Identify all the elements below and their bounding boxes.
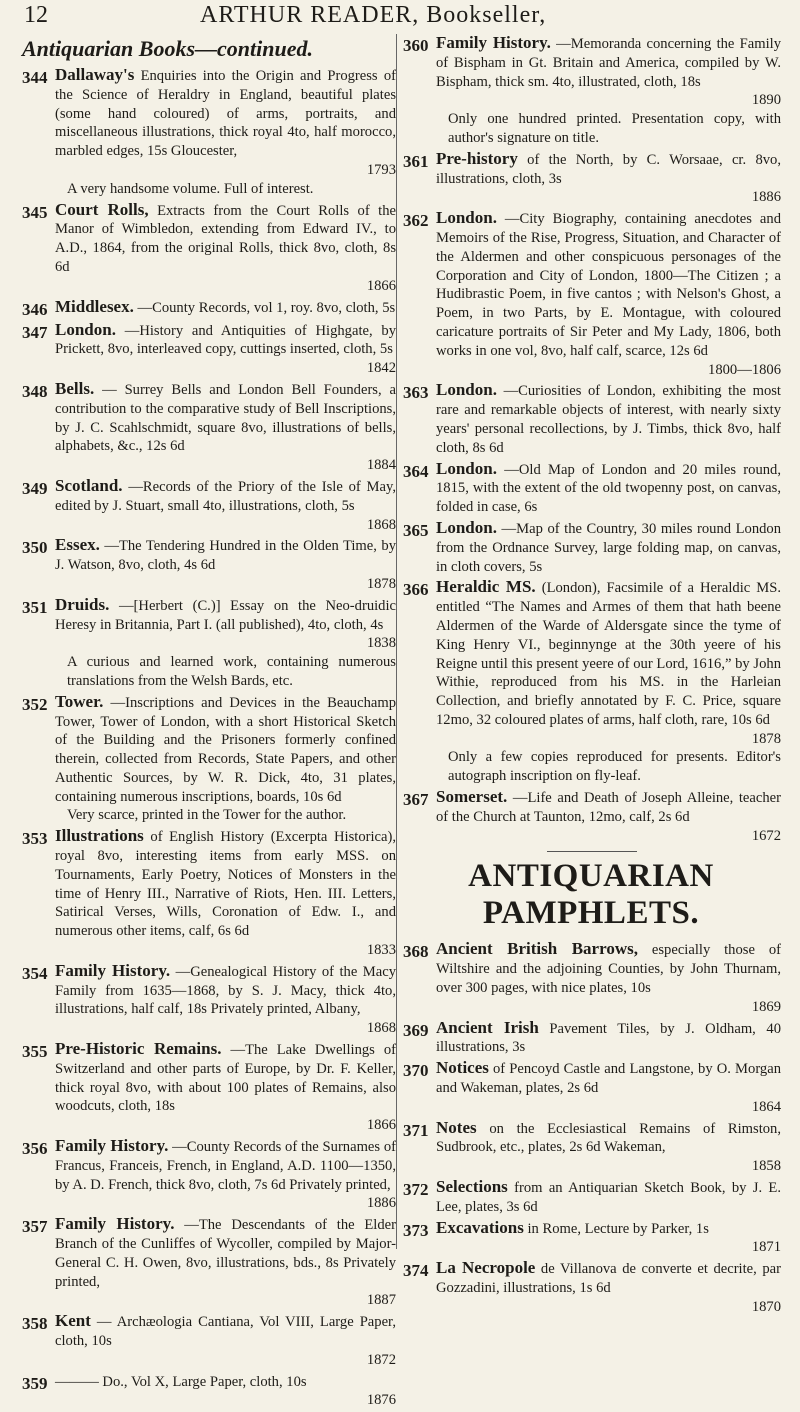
catalogue-entry bbox=[22, 1215, 396, 1310]
entry-description: of the North, by C. Worsaae, cr. 8vo, illustrations, cloth, 3s bbox=[436, 151, 781, 187]
lot-number: 358 bbox=[22, 1314, 48, 1334]
entry-title: Pre-Historic Remains. bbox=[55, 1039, 222, 1059]
lot-number: 374 bbox=[403, 1261, 429, 1281]
entry-body bbox=[436, 34, 781, 148]
pamphlets-heading: ANTIQUARIAN PAMPHLETS. bbox=[468, 858, 714, 932]
lot-number: 351 bbox=[22, 597, 48, 617]
catalogue-entry bbox=[22, 380, 396, 475]
lot-number: 362 bbox=[403, 211, 429, 231]
entry-title: London. bbox=[436, 517, 497, 537]
entry-title: Somerset. bbox=[436, 787, 508, 807]
entry-body bbox=[436, 1019, 781, 1058]
catalogue-entry bbox=[403, 1019, 781, 1058]
entry-description: —City Biography, containing anecdotes and Memoirs of the Rise, Progress, Situation, and Character of the Aldermen and other conspicuous personages of the Corporation and City of London, 1800—The Citizen ; a Hudibrastic Poem, in five cantos ; with Nelson's Ghost, a Poem, in two Parts, by E. Montague, with coloured caricature portraits of Sir Peter and My Lady, 1806, both works in one vol, 8vo, half calf, scarce, 12s 6d bbox=[436, 211, 781, 359]
entry-title: London. bbox=[436, 208, 497, 228]
entry-body bbox=[55, 1040, 396, 1135]
lot-number: 347 bbox=[22, 322, 48, 342]
catalogue-entry bbox=[403, 381, 781, 457]
catalogue-list-left bbox=[22, 66, 396, 1410]
entry-note: Very scarce, printed in the Tower for the author. bbox=[67, 807, 347, 824]
lot-number: 363 bbox=[403, 383, 429, 403]
entry-title: London. bbox=[55, 319, 116, 339]
entry-date: 1672 bbox=[751, 827, 781, 844]
column-divider bbox=[396, 34, 397, 1249]
entry-body bbox=[55, 380, 396, 475]
lot-number: 355 bbox=[22, 1042, 48, 1062]
lot-number: 354 bbox=[22, 963, 48, 983]
left-column bbox=[22, 34, 396, 1412]
entry-title: Heraldic MS. bbox=[436, 577, 536, 597]
entry-body bbox=[55, 827, 396, 960]
catalogue-entry bbox=[403, 519, 781, 576]
entry-description: de Villanova de converte et decrite, par Gozzadini, illustrations, 1s 6d bbox=[436, 1261, 781, 1297]
lot-number: 345 bbox=[22, 202, 48, 222]
entry-title: Family History. bbox=[55, 960, 171, 980]
entry-body bbox=[55, 201, 396, 296]
entry-body bbox=[55, 693, 396, 826]
entry-date: 1872 bbox=[366, 1351, 396, 1368]
entry-date: 1833 bbox=[366, 942, 396, 959]
entry-body bbox=[436, 381, 781, 457]
catalogue-entry bbox=[22, 536, 396, 593]
page-header bbox=[0, 0, 800, 30]
entry-note: A curious and learned work, containing numerous translations from the Welsh Bards, etc. bbox=[67, 654, 396, 689]
lot-number: 372 bbox=[403, 1180, 429, 1200]
lot-number: 360 bbox=[403, 36, 429, 55]
catalogue-entry bbox=[403, 34, 781, 148]
entry-title: Notes bbox=[436, 1117, 477, 1137]
catalogue-entry bbox=[22, 962, 396, 1038]
entry-body bbox=[55, 66, 396, 199]
entry-description: —[Herbert (C.)] Essay on the Neo-druidic Heresy in Britannia, Part I. (all published), 4to, cloth, 4s bbox=[55, 597, 396, 633]
entry-body bbox=[55, 321, 396, 378]
lot-number: 357 bbox=[22, 1217, 48, 1237]
lot-number: 367 bbox=[403, 790, 429, 810]
right-column bbox=[403, 34, 781, 1319]
entry-description: Enquiries into the Origin and Progress of the Science of Heraldry in England, beautiful plates (some hand coloured) of arms, portraits, and miscellaneous illustrations, thick royal 4to, half morocco, marbled edges, 15s Gloucester, bbox=[55, 68, 396, 160]
entry-title: Kent bbox=[55, 1311, 91, 1331]
section-rule bbox=[547, 851, 637, 852]
entry-date: 1878 bbox=[751, 730, 781, 747]
section-title: Antiquarian Books—continued. bbox=[22, 36, 313, 61]
entry-date: 1868 bbox=[366, 1020, 396, 1037]
catalogue-entry bbox=[403, 940, 781, 1016]
entry-description: —Inscriptions and Devices in the Beauchamp Tower, Tower of London, with a short Historical Sketch of the Building and the Prisoners formerly confined therein, collected from Records, State Papers, and other Authentic Sources, by W. R. Dick, 4to, 31 plates, containing numerous inscriptions, boards, 10s 6d bbox=[55, 694, 396, 805]
entry-body bbox=[436, 1219, 781, 1258]
entry-body bbox=[55, 1312, 396, 1369]
lot-number: 349 bbox=[22, 478, 48, 498]
entry-description: — Archæologia Cantiana, Vol VIII, Large Paper, cloth, 10s bbox=[55, 1314, 396, 1349]
entry-description: —County Records of the Surnames of Francus, Franceis, French, in England, A.D. 1100—1350, by A. D. French, thick 8vo, cloth, 7s 6d Privately printed, bbox=[55, 1139, 396, 1193]
entry-body bbox=[55, 962, 396, 1038]
lot-number: 359 bbox=[22, 1373, 48, 1393]
entry-title: Pre-history bbox=[436, 148, 518, 168]
catalogue-entry bbox=[403, 1259, 781, 1316]
entry-date: 1793 bbox=[366, 161, 396, 178]
catalogue-entry bbox=[22, 298, 396, 319]
entry-description: in Rome, Lecture by Parker, 1s bbox=[527, 1220, 709, 1237]
catalogue-entry bbox=[22, 827, 396, 960]
entry-body bbox=[436, 940, 781, 1016]
entry-date: 1842 bbox=[366, 360, 396, 377]
catalogue-entry bbox=[22, 201, 396, 296]
entry-date: 1866 bbox=[366, 1117, 396, 1134]
entry-date: 1878 bbox=[366, 575, 396, 592]
entry-title: La Necropole bbox=[436, 1258, 536, 1278]
running-title: ARTHUR READER, Bookseller, bbox=[200, 2, 547, 28]
lot-number: 361 bbox=[403, 151, 429, 171]
entry-description: —Genealogical History of the Macy Family from 1635—1868, by S. J. Macy, thick 4to, illustrations, half calf, 18s Privately printed, Albany, bbox=[55, 963, 397, 1018]
entry-description: (London), Facsimile of a Heraldic MS. entitled “The Names and Armes of them that hath beene Aldermen of the Warde of Aldersgate since the tyme of King Henry VI., beginnynge at the 30th yeere of his Reigne until this present yeere of our Lord, 1616,” by John Withie, reproduced from his MS. in the Harleian Collection, and briefly annotated by F. C. Price, square 12mo, 32 coloured plates of arms, half cloth, rare, 10s 6d bbox=[436, 580, 781, 728]
entry-title: Selections bbox=[436, 1177, 508, 1197]
lot-number: 368 bbox=[403, 942, 429, 962]
entry-description: on the Ecclesiastical Remains of Rimston, Sudbrook, etc., plates, 2s 6d Wakeman, bbox=[436, 1120, 781, 1156]
catalogue-entry bbox=[403, 150, 781, 207]
entry-date: 1838 bbox=[366, 635, 396, 652]
catalogue-entry bbox=[22, 66, 396, 199]
entry-description: —Life and Death of Joseph Alleine, teacher of the Church at Taunton, 12mo, calf, 2s 6d bbox=[436, 790, 781, 825]
entry-body bbox=[436, 788, 781, 845]
entry-date: 1886 bbox=[366, 1195, 396, 1212]
lot-number: 371 bbox=[403, 1120, 429, 1140]
entry-body bbox=[436, 519, 781, 576]
entry-title: Scotland. bbox=[55, 475, 123, 495]
entry-body bbox=[436, 1119, 781, 1176]
entry-description: of English History (Excerpta Historica), royal 8vo, interesting items from early MSS. on Tournaments, Early Poetry, Notices of Monsters in the time of Henry III., Narrative of Riots, Hen. III. Letters, Satirical Verses, Wills, Coronation of Edw. I., and numerous other items, calf, 6s 6d bbox=[55, 829, 396, 940]
catalogue-entry bbox=[403, 1178, 781, 1217]
entry-description: ——— Do., Vol X, Large Paper, cloth, 10s bbox=[55, 1373, 307, 1390]
entry-date: 1858 bbox=[751, 1158, 781, 1175]
catalogue-entry bbox=[403, 1219, 781, 1258]
catalogue-entry bbox=[403, 460, 781, 517]
entry-body bbox=[436, 209, 781, 379]
entry-body bbox=[436, 1259, 781, 1316]
entry-note: Only one hundred printed. Presentation copy, with author's signature on title. bbox=[448, 111, 781, 146]
entry-description: —Curiosities of London, exhibiting the most rare and remarkable objects of interest, with nearly sixty years' personal recollections, by J. Timbs, thick 8vo, half cloth, 8s 6d bbox=[436, 383, 781, 456]
entry-body bbox=[436, 150, 781, 207]
entry-date: 1870 bbox=[751, 1298, 781, 1315]
lot-number: 369 bbox=[403, 1020, 429, 1040]
entry-body bbox=[55, 1215, 396, 1310]
catalogue-entry bbox=[22, 1312, 396, 1369]
entry-description: —Memoranda concerning the Family of Bispham in Gt. Britain and America, compiled by W. Bispham, thick sm. 4to, illustrated, cloth, 18s bbox=[436, 36, 782, 90]
catalogue-list-right bbox=[403, 34, 781, 845]
catalogue-entry bbox=[403, 578, 781, 786]
catalogue-entry bbox=[403, 1119, 781, 1176]
entry-date: 1890 bbox=[751, 92, 781, 109]
lot-number: 352 bbox=[22, 694, 48, 714]
catalogue-entry bbox=[22, 693, 396, 826]
entry-description: —The Descendants of the Elder Branch of the Cunliffes of Wycoller, compiled by Major-General C. H. Owen, 8vo, illustrations, bds., 8s Privately printed, bbox=[55, 1217, 396, 1290]
entry-title: Tower. bbox=[55, 691, 104, 711]
entry-note: A very handsome volume. Full of interest. bbox=[67, 180, 314, 197]
entry-body bbox=[55, 298, 396, 319]
entry-title: Illustrations bbox=[55, 826, 144, 846]
entry-body bbox=[436, 1178, 781, 1217]
lot-number: 370 bbox=[403, 1061, 429, 1081]
entry-date: 1866 bbox=[366, 277, 396, 294]
entry-title: Ancient British Barrows, bbox=[436, 939, 638, 959]
catalogue-entry bbox=[22, 477, 396, 534]
entry-title: London. bbox=[436, 458, 497, 478]
catalogue-entry bbox=[22, 1040, 396, 1135]
entry-date: 1876 bbox=[366, 1392, 396, 1409]
catalogue-entry bbox=[22, 1137, 396, 1213]
lot-number: 364 bbox=[403, 461, 429, 481]
lot-number: 366 bbox=[403, 580, 429, 600]
catalogue-entry bbox=[22, 321, 396, 378]
entry-body bbox=[55, 596, 396, 691]
entry-title: Court Rolls, bbox=[55, 199, 149, 219]
entry-date: 1868 bbox=[366, 516, 396, 533]
entry-date: 1871 bbox=[751, 1239, 781, 1256]
catalogue-entry bbox=[22, 1372, 396, 1411]
entry-description: —The Tendering Hundred in the Olden Time, by J. Watson, 8vo, cloth, 4s 6d bbox=[55, 538, 396, 574]
entry-title: Family History. bbox=[55, 1214, 175, 1234]
entry-description: especially those of Wiltshire and the adjoining Counties, by John Thurnam, over 300 pages, with nice plates, 10s bbox=[436, 942, 781, 997]
entry-description: Pavement Tiles, by J. Oldham, 40 illustrations, 3s bbox=[436, 1020, 781, 1056]
entry-description: —The Lake Dwellings of Switzerland and other parts of Europe, by Dr. F. Keller, thick royal 8vo, with about 100 plates of Remains, also woodcuts, cloth, 18s bbox=[55, 1042, 396, 1115]
pamphlet-list bbox=[403, 940, 781, 1316]
entry-description: of Pencoyd Castle and Langstone, by O. Morgan and Wakeman, plates, 2s 6d bbox=[436, 1061, 781, 1097]
entry-note: Only a few copies reproduced for presents. Editor's autograph inscription on fly-leaf. bbox=[448, 749, 781, 785]
lot-number: 365 bbox=[403, 520, 429, 540]
entry-body bbox=[436, 460, 781, 517]
catalogue-entry bbox=[403, 788, 781, 845]
entry-description: —Records of the Priory of the Isle of May, edited by J. Stuart, small 4to, illustrations, cloth, 5s bbox=[55, 478, 396, 514]
entry-date: 1887 bbox=[366, 1292, 396, 1309]
entry-date: 1800—1806 bbox=[708, 361, 781, 378]
catalogue-entry bbox=[403, 209, 781, 379]
entry-title: Druids. bbox=[55, 594, 110, 614]
entry-title: Notices bbox=[436, 1058, 489, 1078]
lot-number: 350 bbox=[22, 538, 48, 558]
page-number: 12 bbox=[24, 2, 48, 28]
entry-description: Extracts from the Court Rolls of the Manor of Wimbledon, extending from Edward IV., to A.D., 1864, from the original Rolls, thick 8vo, cloth, 8s 6d bbox=[55, 202, 396, 275]
lot-number: 373 bbox=[403, 1220, 429, 1240]
entry-title: Excavations bbox=[436, 1217, 524, 1237]
lot-number: 356 bbox=[22, 1139, 48, 1159]
entry-body bbox=[55, 1372, 396, 1411]
entry-description: — Surrey Bells and London Bell Founders, a contribution to the comparative study of Bell Inscriptions, by J. C. Scahlschmidt, square 8vo, illustrations of bells, alphabets, &c., 12s 6d bbox=[55, 381, 396, 455]
entry-title: London. bbox=[436, 380, 497, 400]
entry-date: 1864 bbox=[751, 1098, 781, 1115]
entry-description: —County Records, vol 1, roy. 8vo, cloth, 5s bbox=[137, 299, 396, 316]
entry-date: 1869 bbox=[751, 998, 781, 1015]
lot-number: 346 bbox=[22, 299, 48, 319]
entry-description: —History and Antiquities of Highgate, by Prickett, 8vo, interleaved copy, cuttings inserted, cloth, 5s bbox=[55, 322, 396, 358]
lot-number: 348 bbox=[22, 381, 48, 401]
entry-title: Family History. bbox=[436, 33, 551, 52]
entry-body bbox=[436, 578, 781, 786]
entry-title: Dallaway's bbox=[55, 65, 135, 84]
catalogue-entry bbox=[403, 1059, 781, 1116]
entry-body bbox=[436, 1059, 781, 1116]
lot-number: 344 bbox=[22, 68, 48, 87]
entry-body bbox=[55, 1137, 396, 1213]
entry-body bbox=[55, 477, 396, 534]
entry-title: Bells. bbox=[55, 378, 95, 398]
entry-description: from an Antiquarian Sketch Book, by J. E. Lee, plates, 3s 6d bbox=[436, 1180, 781, 1215]
entry-title: Essex. bbox=[55, 535, 100, 555]
entry-title: Middlesex. bbox=[55, 296, 134, 316]
entry-title: Ancient Irish bbox=[436, 1017, 539, 1037]
catalogue-entry bbox=[22, 596, 396, 691]
lot-number: 353 bbox=[22, 829, 48, 849]
entry-date: 1884 bbox=[366, 457, 396, 474]
entry-title: Family History. bbox=[55, 1136, 169, 1156]
entry-description: —Map of the Country, 30 miles round London from the Ordnance Survey, large folding map, on canvas, in cloth covers, 5s bbox=[436, 520, 782, 575]
entry-date: 1886 bbox=[751, 189, 781, 206]
entry-description: —Old Map of London and 20 miles round, 1815, with the extent of the old twopenny post, on canvas, folded in case, 6s bbox=[436, 461, 782, 516]
entry-body bbox=[55, 536, 396, 593]
